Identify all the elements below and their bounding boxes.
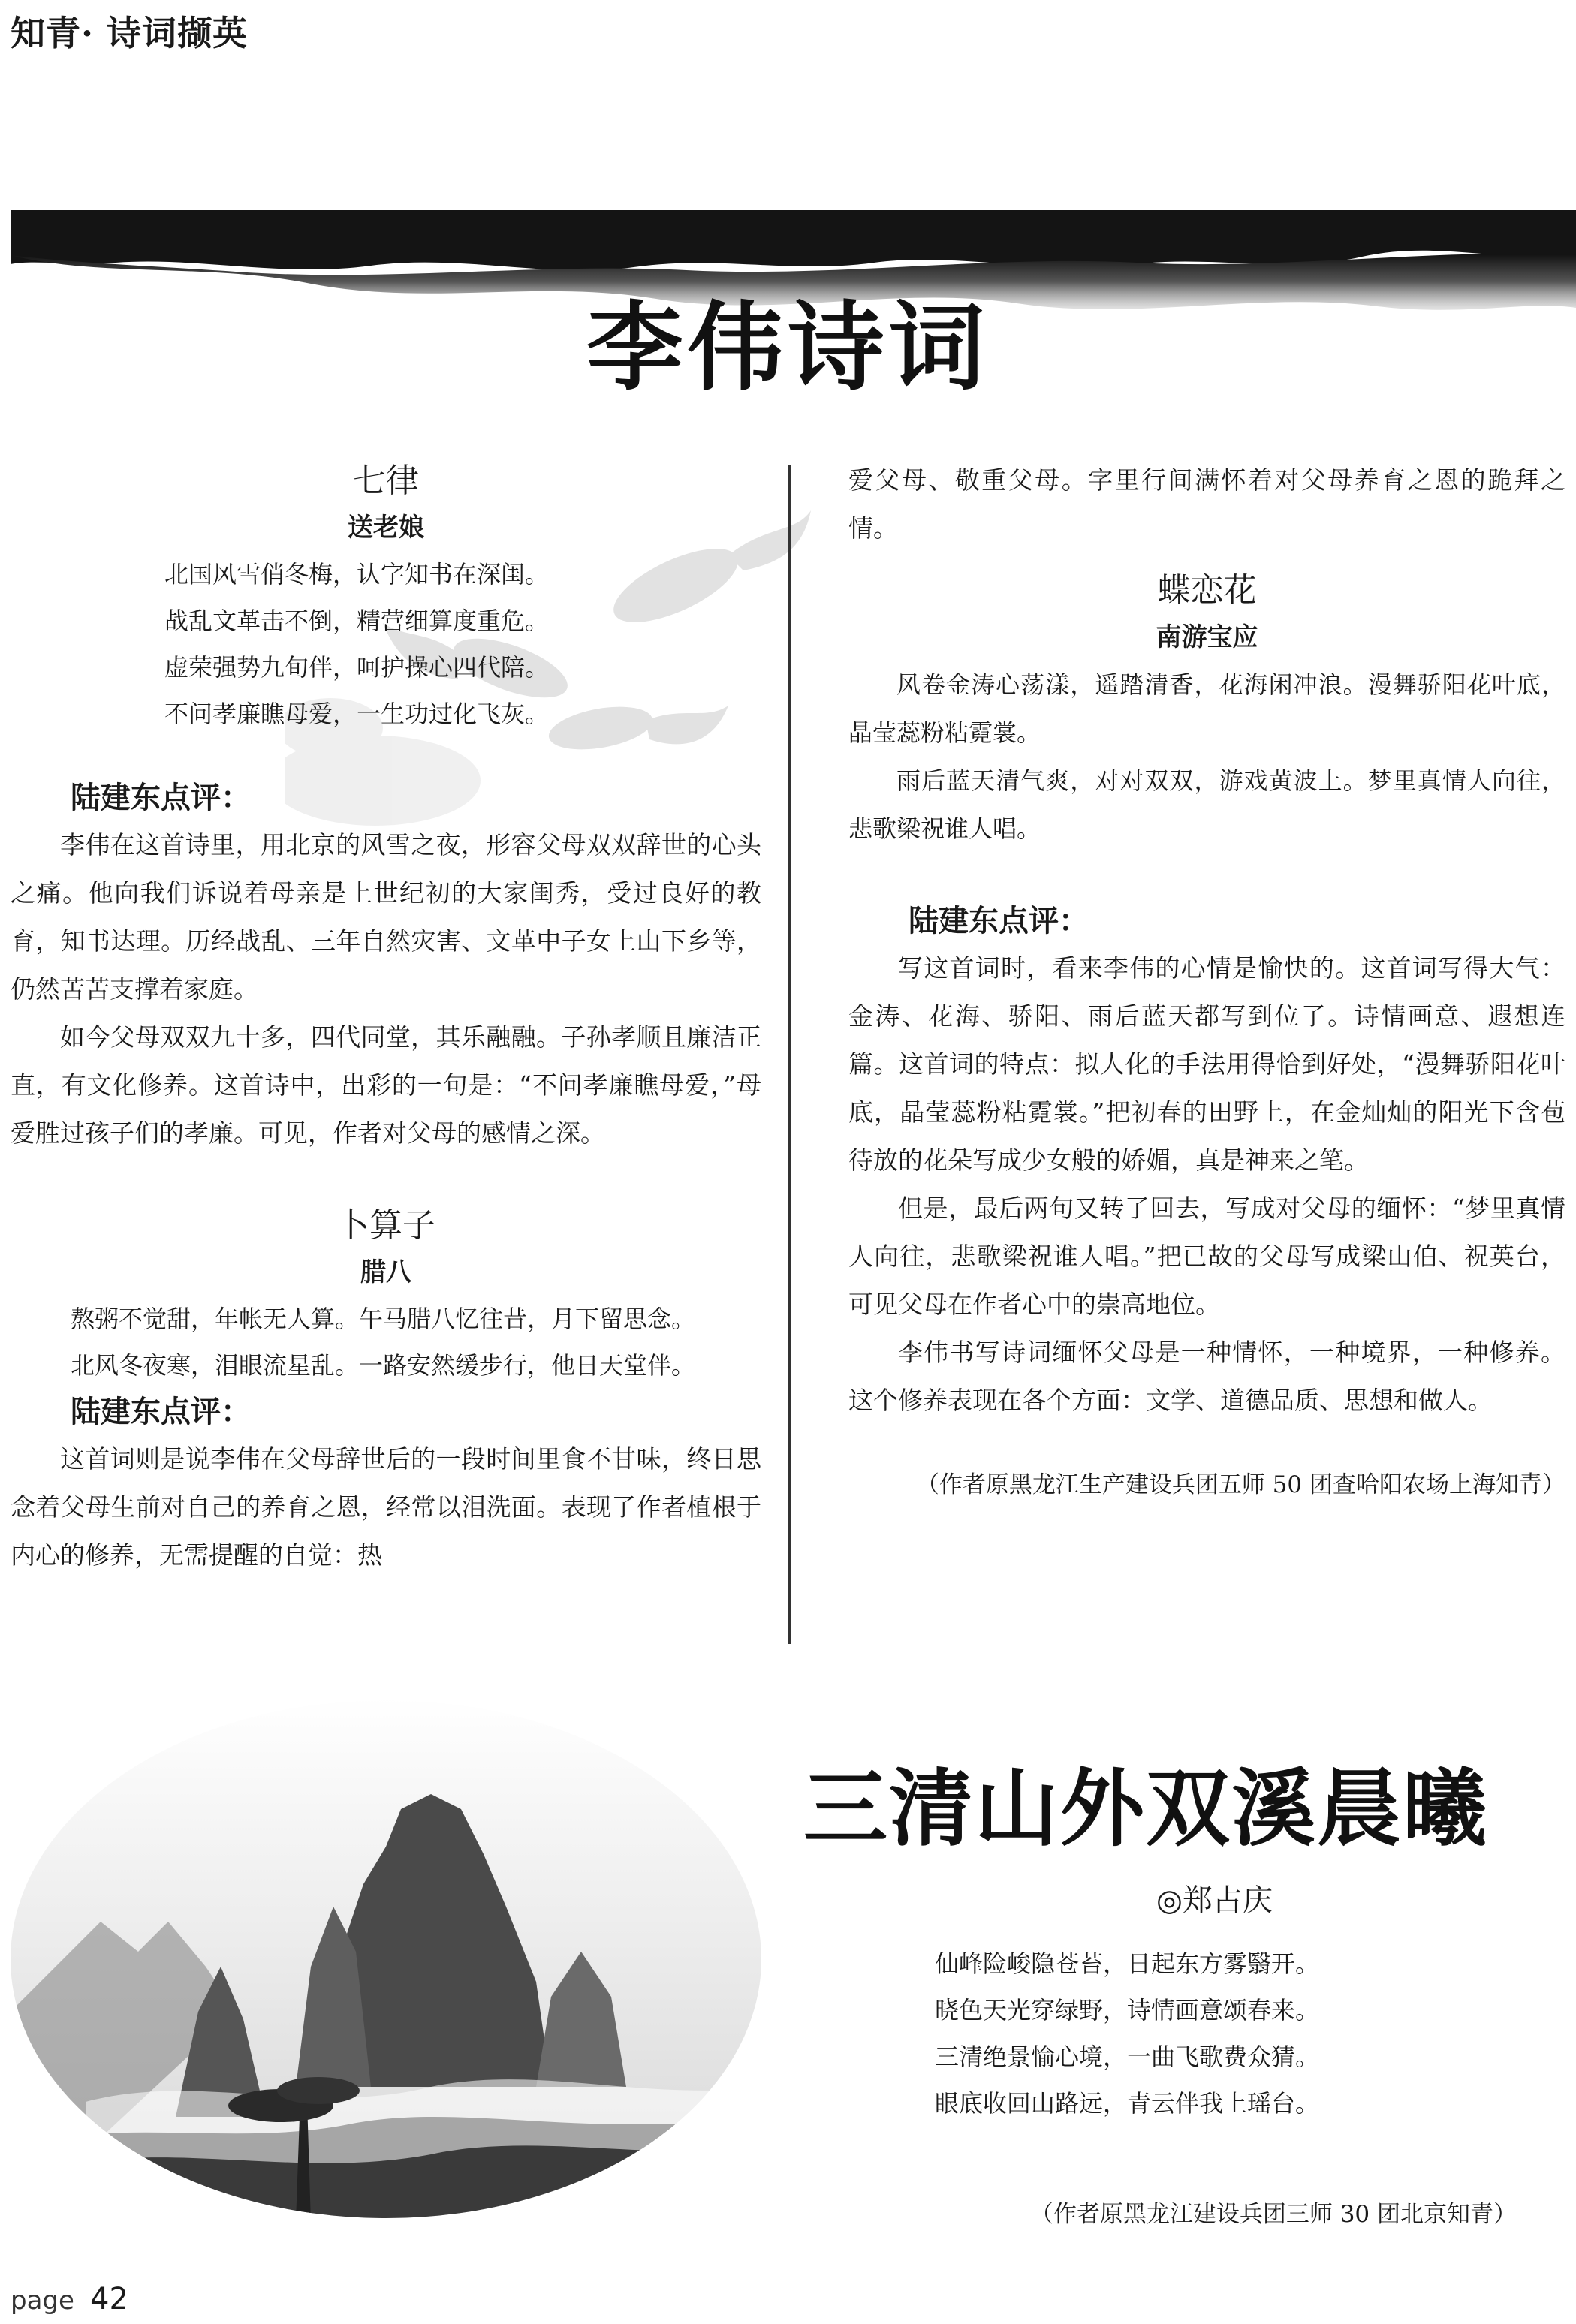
poem-line: 不问孝廉瞧母爱，一生功过化飞灰。	[164, 700, 550, 728]
poem-title: 七律	[353, 462, 419, 500]
page-word: page	[11, 2286, 74, 2316]
poem-subtitle: 腊八	[360, 1257, 411, 1287]
comment-paragraph: 但是，最后两句又转了回去，写成对父母的缅怀：“梦里真情人向往，悲歌梁祝谁人唱。”把已故的父母写成梁山伯、祝英台，可见父母在作者心中的崇高地位。	[848, 1194, 1565, 1319]
poem-subtitle: 送老娘	[348, 513, 424, 543]
poem-line: 虚荣强势九旬伴，呵护操心四代陪。	[164, 653, 550, 682]
poem-line: 三清绝景愉心境，一曲飞歌费众猜。	[935, 2043, 1320, 2071]
author-note: （作者原黑龙江建设兵团三师 30 团北京知青）	[1029, 2201, 1517, 2228]
poem-line: 北国风雪俏冬梅，认字知书在深闺。	[164, 560, 550, 589]
comment-paragraph: 这首词则是说李伟在父母辞世后的一段时间里食不甘味，终日思念着父母生前对自己的养育之恩，经常以泪洗面。表现了作者植根于内心的修养，无需提醒的自觉：热	[11, 1444, 761, 1570]
poem-line: 晓色天光穿绿野，诗情画意颂春来。	[935, 1996, 1320, 2024]
poem-title: 卜算子	[336, 1206, 435, 1245]
poem-paragraph: 雨后蓝天清气爽，对对双双，游戏黄波上。梦里真情人向往，悲歌梁祝谁人唱。	[848, 766, 1565, 843]
poem-line: 仙峰险峻隐苍苔，日起东方雾翳开。	[935, 1949, 1320, 1978]
comment-paragraph: 李伟书写诗词缅怀父母是一种情怀，一种境界，一种修养。这个修养表现在各个方面：文学、道德品质、思想和做人。	[848, 1338, 1565, 1415]
poem-body	[935, 1940, 1505, 2127]
poem-line: 眼底收回山路远，青云伴我上瑶台。	[935, 2089, 1320, 2118]
comment-heading: 陆建东点评：	[71, 781, 251, 815]
poem-line: 战乱文革击不倒，精营细算度重危。	[164, 607, 550, 635]
poem-line: 熬粥不觉甜，年帐无人算。午马腊八忆往昔，月下留思念。	[71, 1305, 696, 1333]
poem-title: 蝶恋花	[1157, 571, 1257, 610]
author-note: （作者原黑龙江生产建设兵团五师 50 团查哈阳农场上海知青）	[915, 1471, 1565, 1498]
page-title: 李伟诗词	[586, 292, 990, 404]
right-column	[848, 456, 1565, 1507]
comment-paragraph: 李伟在这首诗里，用北京的风雪之夜，形容父母双双辞世的心头之痛。他向我们诉说着母亲是上世纪初的大家闺秀，受过良好的教育，知书达理。历经战乱、三年自然灾害、文革中子女上山下乡等，仍然苦苦支撑着家庭。	[11, 830, 761, 1004]
comment-paragraph: 如今父母双双九十多，四代同堂，其乐融融。子孙孝顺且廉洁正直，有文化修养。这首诗中，出彩的一句是：“不问孝廉瞧母爱，”母爱胜过孩子们的孝廉。可见，作者对父母的感情之深。	[11, 1022, 761, 1148]
comment-heading: 陆建东点评：	[909, 904, 1089, 938]
column-divider	[788, 465, 791, 1644]
poem-line: 北风冬夜寒，泪眼流星乱。一路安然缓步行，他日天堂伴。	[71, 1351, 696, 1380]
poem-author: ◎郑占庆	[1156, 1883, 1273, 1918]
page-footer	[11, 2282, 128, 2316]
mountain-ink-illustration	[11, 1696, 761, 2222]
comment-continuation: 爱父母、敬重父母。字里行间满怀着对父母养育之恩的跪拜之情。	[848, 465, 1565, 543]
poem-paragraph: 风卷金涛心荡漾，遥踏清香，花海闲冲浪。漫舞骄阳花叶底，晶莹蕊粉粘霓裳。	[848, 670, 1565, 747]
left-column	[11, 458, 761, 1579]
section-tag: 知青· 诗词撷英	[11, 13, 249, 53]
comment-heading: 陆建东点评：	[71, 1395, 251, 1429]
poem-title-large: 三清山外双溪晨曦	[803, 1760, 1488, 1858]
comment-paragraph: 写这首词时，看来李伟的心情是愉快的。这首词写得大气：金涛、花海、骄阳、雨后蓝天都写到位了。诗情画意、遐想连篇。这首词的特点：拟人化的手法用得恰到好处，“漫舞骄阳花叶底，晶莹蕊粉粘霓裳。”把初春的田野上，在金灿灿的阳光下含苞待放的花朵写成少女般的娇媚，真是神来之笔。	[848, 953, 1565, 1175]
page-number: 42	[90, 2282, 128, 2316]
poem-subtitle: 南游宝应	[1156, 622, 1258, 652]
